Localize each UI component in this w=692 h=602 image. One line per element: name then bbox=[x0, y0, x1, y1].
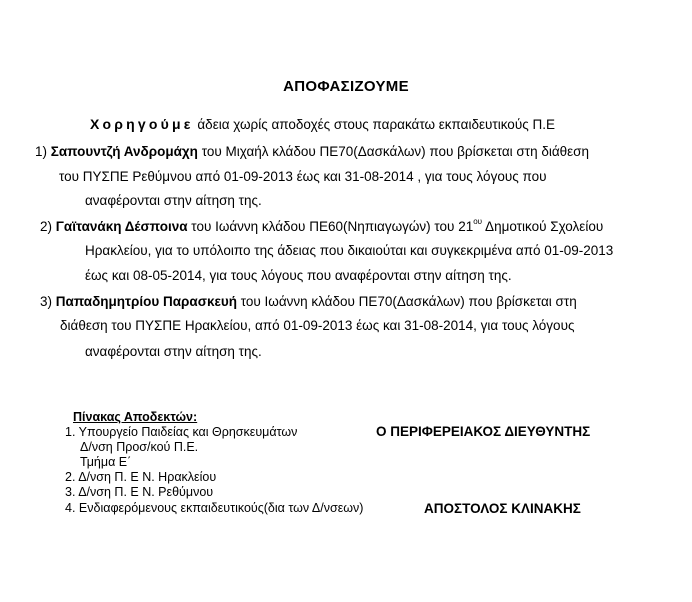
item-2-number: 2) bbox=[40, 219, 53, 234]
recipient-2: 2. Δ/νση Π. Ε Ν. Ηρακλείου bbox=[65, 470, 217, 484]
recipient-1-sub-2: Τμήμα Ε΄ bbox=[80, 455, 132, 469]
signatory-role: Ο ΠΕΡΙΦΕΡΕΙΑΚΟΣ ΔΙΕΥΘΥΝΤΗΣ bbox=[376, 424, 591, 439]
item-1-line-1 bbox=[35, 144, 589, 159]
item-1-text-1: του Μιχαήλ κλάδου ΠΕ70(Δασκάλων) που βρίσκεται στη διάθεση bbox=[201, 144, 590, 159]
item-1-number: 1) bbox=[35, 144, 48, 159]
item-3-line-3: αναφέρονται στην αίτηση της. bbox=[85, 344, 262, 359]
item-3-line-1 bbox=[40, 294, 577, 309]
signatory-name: ΑΠΟΣΤΟΛΟΣ ΚΛΙΝΑΚΗΣ bbox=[424, 501, 581, 516]
decision-title: ΑΠΟΦΑΣΙΖΟΥΜΕ bbox=[283, 78, 409, 95]
item-3-name: Παπαδημητρίου Παρασκευή bbox=[55, 294, 237, 309]
item-2-ordinal-sup: ου bbox=[473, 217, 483, 226]
item-1-line-3: αναφέρονται στην αίτηση της. bbox=[85, 193, 262, 208]
recipient-3: 3. Δ/νση Π. Ε Ν. Ρεθύμνου bbox=[65, 485, 214, 499]
item-2-line-2: Ηρακλείου, για το υπόλοιπο της άδειας που δικαιούται και συγκεκριμένα από 01-09-2013 bbox=[85, 243, 614, 258]
item-3-text-1: του Ιωάννη κλάδου ΠΕ70(Δασκάλων) που βρίσκεται στη bbox=[240, 294, 577, 309]
item-1-line-2: του ΠΥΣΠΕ Ρεθύμνου από 01-09-2013 έως και 31-08-2014 , για τους λόγους που bbox=[59, 169, 547, 184]
intro-text: άδεια χωρίς αποδοχές στους παρακάτω εκπαιδευτικούς Π.Ε bbox=[197, 117, 555, 132]
item-2-line-1 bbox=[40, 219, 603, 234]
item-1-name: Σαπουντζή Ανδρομάχη bbox=[50, 144, 198, 159]
item-3-number: 3) bbox=[40, 294, 53, 309]
item-3-line-2: διάθεση του ΠΥΣΠΕ Ηρακλείου, από 01-09-2013 έως και 31-08-2014, για τους λόγους bbox=[60, 318, 575, 333]
recipient-1-sub-1: Δ/νση Προσ/κού Π.Ε. bbox=[80, 440, 199, 454]
intro-verb: Χορηγούμε bbox=[90, 116, 194, 132]
item-2-name: Γαϊτανάκη Δέσποινα bbox=[55, 219, 188, 234]
intro-paragraph bbox=[90, 116, 555, 132]
item-2-line-3: έως και 08-05-2014, για τους λόγους που αναφέρονται στην αίτηση της. bbox=[85, 268, 512, 283]
item-2-text-1a: του Ιωάννη κλάδου ΠΕ60(Νηπιαγωγών) του 21 bbox=[191, 219, 474, 234]
recipients-title: Πίνακας Αποδεκτών: bbox=[73, 410, 198, 424]
recipient-4: 4. Ενδιαφερόμενους εκπαιδευτικούς(δια των Δ/νσεων) bbox=[65, 501, 364, 515]
recipient-1: 1. Υπουργείο Παιδείας και Θρησκευμάτων bbox=[65, 425, 298, 439]
item-2-text-1b: Δημοτικού Σχολείου bbox=[482, 219, 604, 234]
